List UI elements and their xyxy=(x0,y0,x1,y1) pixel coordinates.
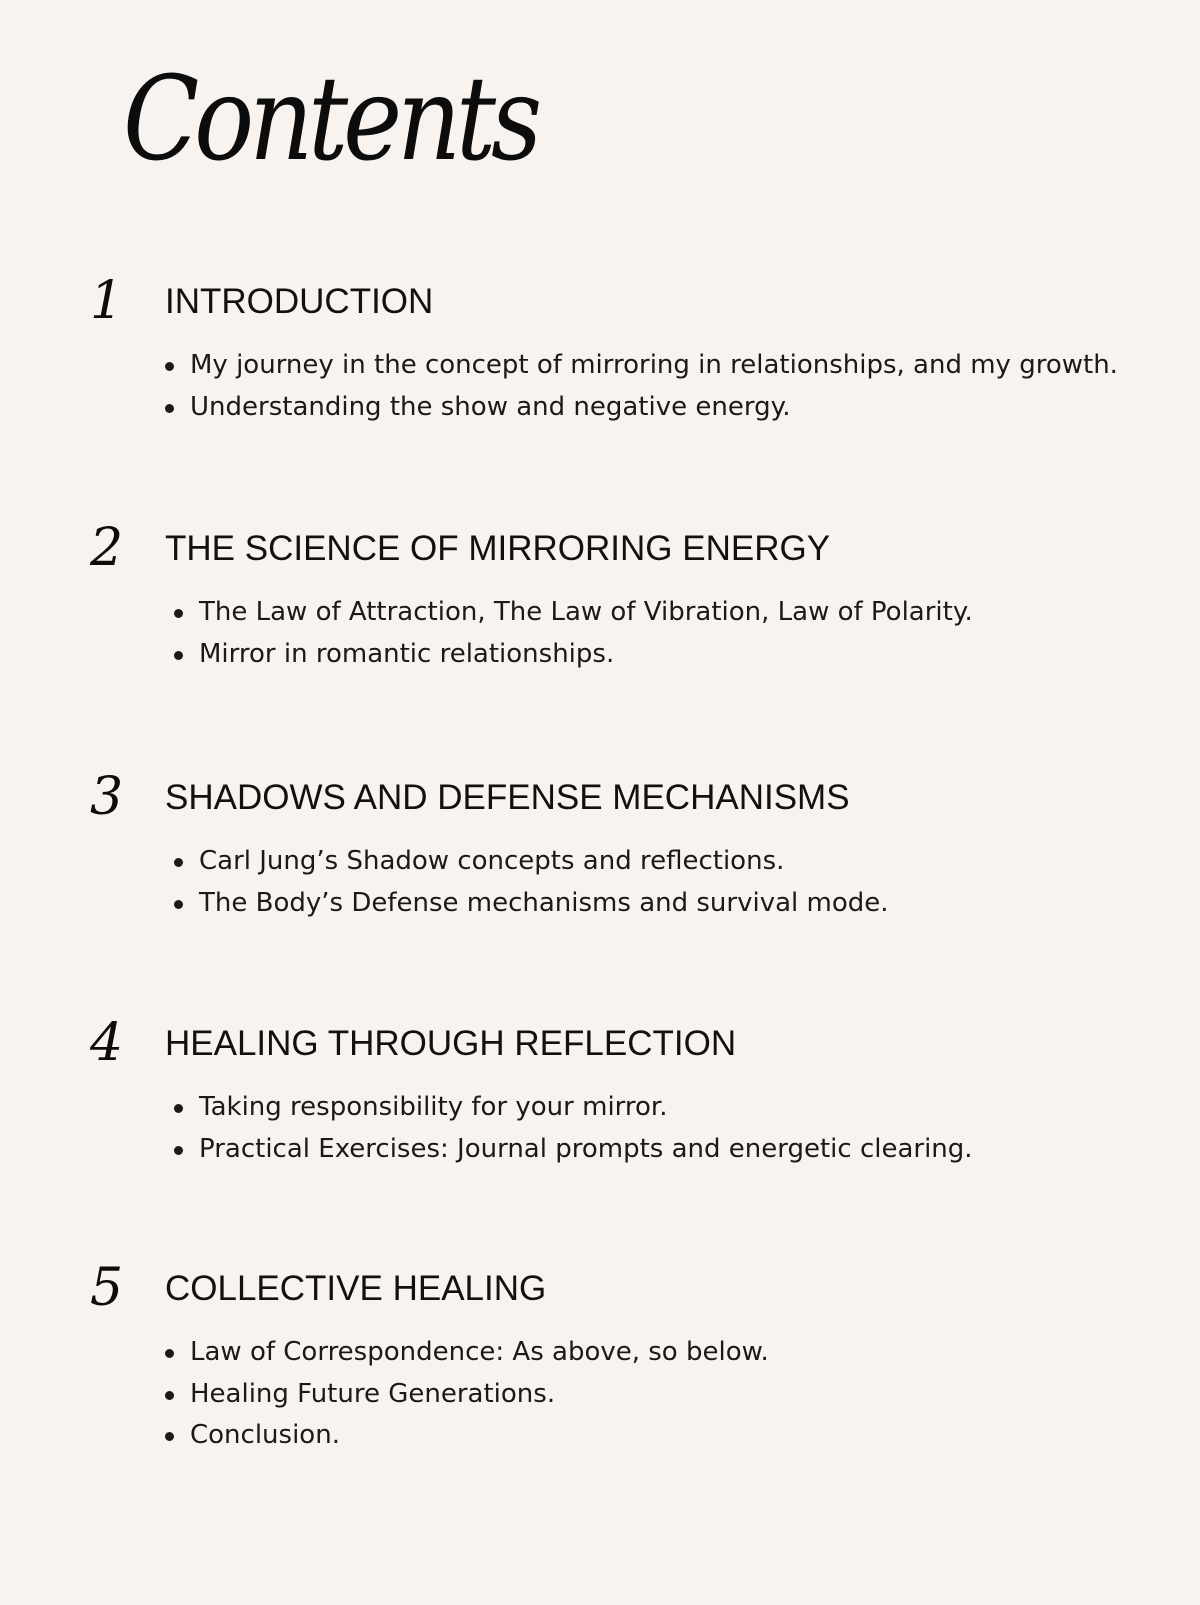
list-item xyxy=(174,592,973,634)
section-number: 4 xyxy=(90,1013,124,1073)
section-item-list xyxy=(174,592,973,675)
section-number: 3 xyxy=(90,767,124,827)
bullet-icon xyxy=(165,362,174,371)
bullet-icon xyxy=(165,1349,174,1358)
list-item xyxy=(174,634,973,676)
list-item-text: Understanding the show and negative energy. xyxy=(190,391,791,422)
section-item-list xyxy=(174,1087,973,1170)
bullet-icon xyxy=(174,900,183,909)
bullet-icon xyxy=(165,1391,174,1400)
section-number: 1 xyxy=(90,271,124,331)
section-heading: SHADOWS AND DEFENSE MECHANISMS xyxy=(165,778,850,817)
section-heading: HEALING THROUGH REFLECTION xyxy=(165,1024,737,1063)
list-item-text: Practical Exercises: Journal prompts and energetic clearing. xyxy=(199,1133,973,1164)
list-item-text: Taking responsibility for your mirror. xyxy=(199,1092,668,1122)
section-number: 5 xyxy=(90,1258,124,1318)
list-item xyxy=(174,883,889,925)
bullet-icon xyxy=(174,858,183,867)
list-item-text: The Law of Attraction, The Law of Vibration, Law of Polarity. xyxy=(199,597,973,627)
list-item xyxy=(174,1129,973,1171)
list-item xyxy=(165,1374,769,1416)
bullet-icon xyxy=(174,609,183,618)
list-item-text: My journey in the concept of mirroring in relationships, and my growth. xyxy=(190,350,1118,380)
section-item-list xyxy=(165,345,1118,428)
list-item-text: Healing Future Generations. xyxy=(190,1378,556,1409)
section-item-list xyxy=(165,1332,769,1457)
list-item xyxy=(165,387,1118,429)
list-item xyxy=(174,1087,973,1129)
bullet-icon xyxy=(174,1104,183,1113)
list-item-text: Conclusion. xyxy=(190,1420,340,1450)
section-heading: INTRODUCTION xyxy=(165,282,434,321)
bullet-icon xyxy=(174,651,183,660)
bullet-icon xyxy=(174,1146,183,1155)
section-heading: COLLECTIVE HEALING xyxy=(165,1269,547,1308)
list-item-text: Mirror in romantic relationships. xyxy=(199,638,615,669)
section-heading: THE SCIENCE OF MIRRORING ENERGY xyxy=(165,529,831,568)
bullet-icon xyxy=(165,404,174,413)
list-item xyxy=(165,1332,769,1374)
list-item xyxy=(165,1415,769,1457)
list-item xyxy=(174,841,889,883)
list-item-text: The Body’s Defense mechanisms and survival mode. xyxy=(199,887,889,918)
section-item-list xyxy=(174,841,889,924)
list-item-text: Law of Correspondence: As above, so below. xyxy=(190,1337,769,1367)
section-number: 2 xyxy=(90,518,124,578)
page-title: Contents xyxy=(123,52,538,187)
list-item xyxy=(165,345,1118,387)
bullet-icon xyxy=(165,1432,174,1441)
list-item-text: Carl Jung’s Shadow concepts and reflections. xyxy=(199,846,785,876)
